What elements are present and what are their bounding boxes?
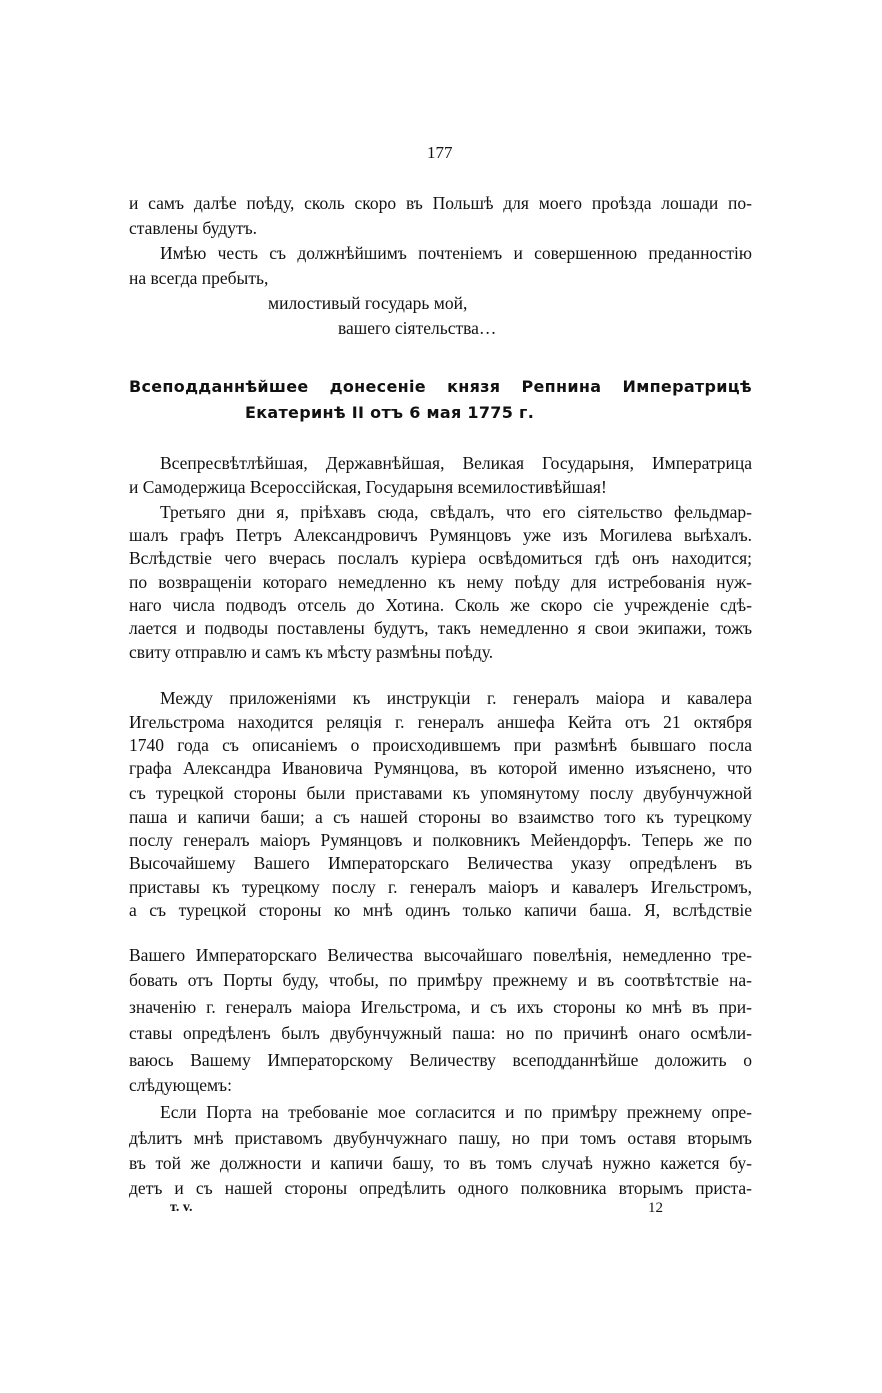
text-line: лается и подводы поставлены будутъ, такъ немедленно я свои экипажи, тожъ — [129, 618, 752, 638]
text-line: и Самодержица Всероссійская, Государыня всемилостивѣйшая! — [129, 477, 607, 497]
page-number: 177 — [427, 143, 453, 162]
text-line: 1740 года съ описаніемъ о происходившемъ при размѣнѣ бывшаго посла — [129, 735, 752, 755]
text-line: шалъ графъ Петръ Александровичъ Румянцовъ уже изъ Могилева выѣхалъ. — [129, 525, 752, 545]
text-line: значенію г. генералъ маіора Игельстрома, и съ ихъ стороны ко мнѣ въ при- — [129, 997, 752, 1017]
text-line: Игельстрома находится реляція г. генералъ аншефа Кейта отъ 21 октября — [129, 712, 752, 732]
text-line: послу генералъ маіоръ Румянцовъ и полковникъ Мейендорфъ. Теперь же по — [129, 830, 752, 850]
text-line: Всепресвѣтлѣйшая, Державнѣйшая, Великая Государыня, Императрица — [160, 453, 752, 473]
text-line: бовать отъ Порты буду, чтобы, по примѣру прежнему и въ соотвѣтствіе на- — [129, 970, 752, 990]
text-line: ваюсь Вашему Императорскому Величеству всеподданнѣйше доложить о — [129, 1050, 752, 1070]
text-line: по возвращеніи котораго немедленно къ нему поѣду для истребованія нуж- — [129, 572, 752, 592]
text-line: свиту отправлю и самъ къ мѣсту размѣны поѣду. — [129, 642, 494, 662]
text-line: Вслѣдствіе чего вчерась послалъ куріера освѣдомиться гдѣ онъ находится; — [129, 548, 752, 568]
text-line: детъ и съ нашей стороны опредѣлить одного полковника вторымъ приста- — [129, 1178, 752, 1198]
text-line: Если Порта на требованіе мое согласится и по примѣру прежнему опре- — [160, 1102, 752, 1122]
section-heading-line: Всеподданнѣйшее донесеніе князя Репнина Императрицѣ — [129, 377, 752, 396]
text-line: ставлены будутъ. — [129, 218, 258, 238]
footer-sheet-number: 12 — [648, 1200, 663, 1216]
text-line: милостивый государь мой, — [268, 293, 468, 313]
text-line: Вашего Императорскаго Величества высочайшаго повелѣнія, немедленно тре- — [129, 945, 752, 965]
text-line: Высочайшему Вашего Императорскаго Величества указу опредѣленъ въ — [129, 853, 752, 873]
text-line: слѣдующемъ: — [129, 1075, 232, 1095]
text-line: графа Александра Ивановича Румянцова, въ которой именно изъяснено, что — [129, 758, 752, 778]
text-line: вашего сіятельства… — [338, 318, 497, 338]
text-line: Между приложеніями къ инструкціи г. генералъ маіора и кавалера — [160, 688, 752, 708]
text-line: дѣлитъ мнѣ приставомъ двубунчужнаго пашу, но при томъ оставя вторымъ — [129, 1128, 752, 1148]
section-heading-line: Екатеринѣ II отъ 6 мая 1775 г. — [245, 403, 535, 422]
text-line: наго числа подводъ отсель до Хотина. Сколь же скоро сіе учрежденіе сдѣ- — [129, 595, 752, 615]
text-line: Третьяго дни я, пріѣхавъ сюда, свѣдалъ, что его сіятельство фельдмар- — [160, 502, 752, 522]
footer-signature: т. v. — [170, 1200, 193, 1215]
text-line: и самъ далѣе поѣду, сколь скоро въ Польшѣ для моего проѣзда лошади по- — [129, 193, 752, 213]
text-line: ставы опредѣленъ былъ двубунчужный паша: но по причинѣ онаго осмѣли- — [129, 1023, 752, 1043]
text-line: приставы къ турецкому послу г. генералъ маіоръ и кавалеръ Игельстромъ, — [129, 877, 752, 897]
text-line: въ той же должности и капичи башу, то въ томъ случаѣ нужно кажется бу- — [129, 1153, 752, 1173]
text-line: паша и капичи баши; а съ нашей стороны во взаимство того къ турецкому — [129, 807, 752, 827]
text-line: на всегда пребыть, — [129, 268, 269, 288]
text-line: Имѣю честь съ должнѣйшимъ почтеніемъ и совершенною преданностію — [160, 243, 752, 263]
text-line: а съ турецкой стороны ко мнѣ одинъ только капичи баша. Я, вслѣдствіе — [129, 900, 752, 920]
text-line: съ турецкой стороны были приставами къ упомянутому послу двубунчужной — [129, 783, 752, 803]
